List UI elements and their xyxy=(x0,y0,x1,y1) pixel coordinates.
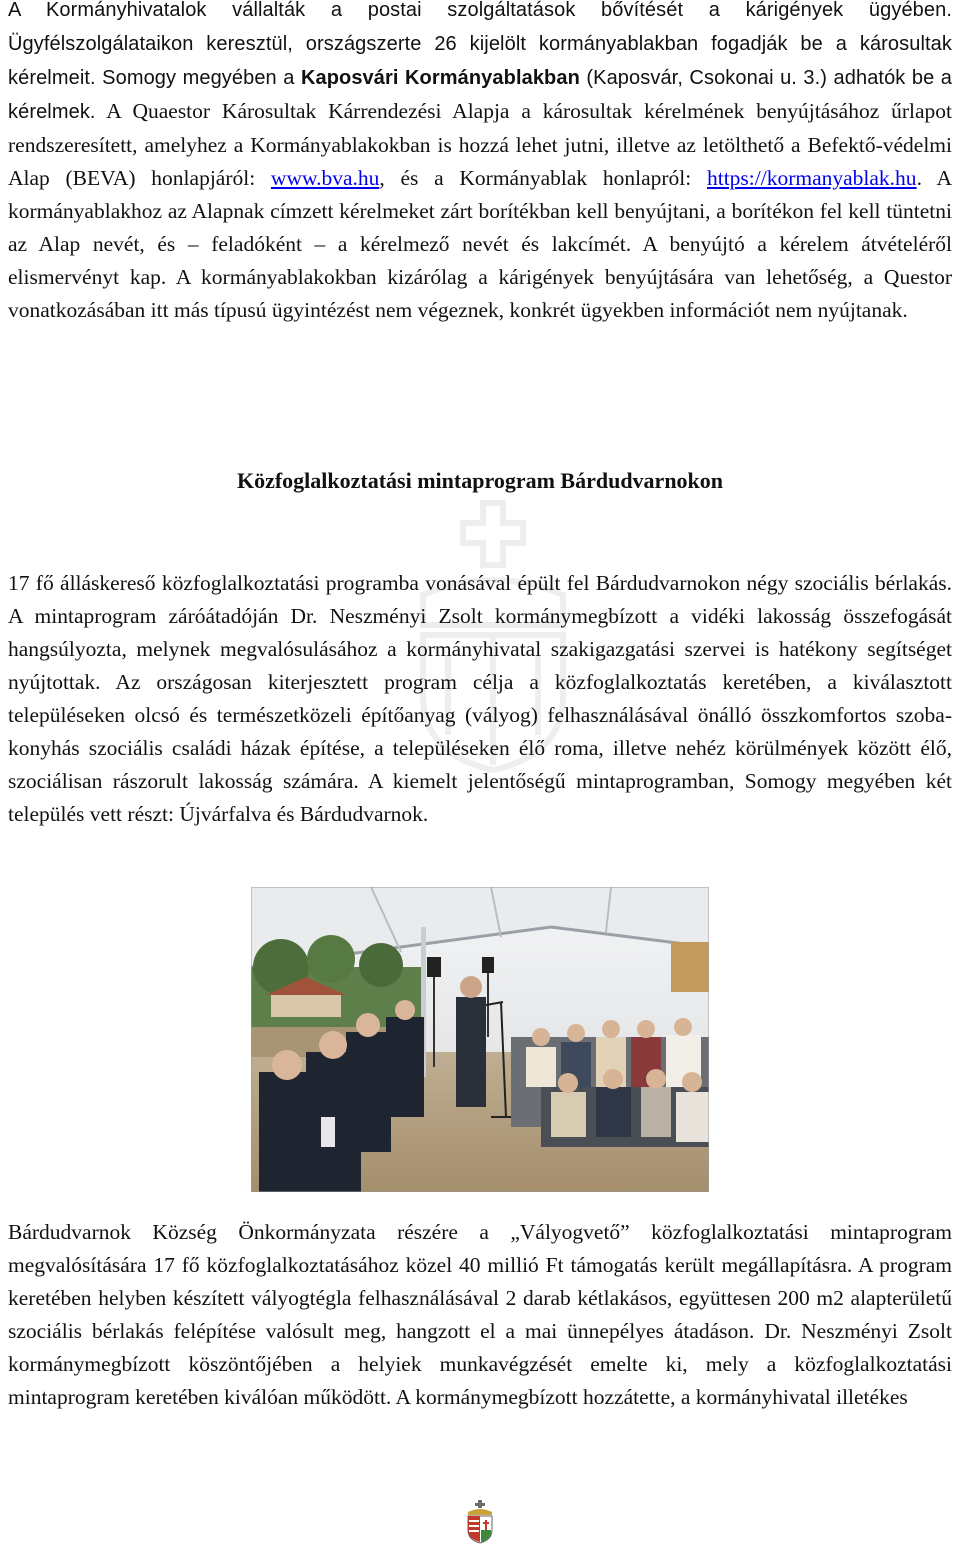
paragraph-bardudvarnok: 17 fő álláskereső közfoglalkoztatási programba vonásával épült fel Bárdudvarnokon négy szociális bérlakás. A mintaprogram záróátadóján Dr. Neszményi Zsolt kormánymegbízott a vidéki lakosság összefogását hangsúlyozta, melynek megvalósulásához a kormányhivatal szakigazgatási szervei is hatékony segítséget nyújtottak. Az országosan kiterjesztett program célja a közfoglalkoztatás keretében, a kiválasztott településeken olcsó és természetközeli építőanyag (vályog) felhasználásával önálló összkomfortos szoba-konyhás szociális családi házak építése, a településeken élő roma, illetve nehéz körülmények között élő, szociálisan rászorult lakosság számára. A kiemelt jelentőségű mintaprogramban, Somogy megyében két település vett részt: Újvárfalva és Bárdudvarnok. xyxy=(8,571,952,826)
text-run: , és a Kormányablak honlapról: xyxy=(379,166,707,190)
text-run: . A kormányablakhoz az Alapnak címzett kérelmeket zárt borítékban kell benyújtani, a borítékon fel kell tüntetni az Alap nevét, és – feladóként – a kérelmező nevét és lakcímét. A benyújtó a kérelem átvételéről elismervényt kap. A kormányablakokban kizárólag a kárigények benyújtására van lehetőség, a Questor vonatkozásában itt más típusú ügyintézést nem végeznek, konkrét ügyekben információt nem nyújtanak. xyxy=(8,166,952,322)
paragraph-kormanyablak xyxy=(8,0,952,327)
link-bva[interactable]: www.bva.hu xyxy=(270,166,380,190)
link-kormanyablak[interactable]: https://kormanyablak.hu xyxy=(706,166,917,190)
paragraph-valyogveto: Bárdudvarnok Község Önkormányzata részére a „Vályogvető” közfoglalkoztatási mintaprogram megvalósítására 17 fő közfoglalkoztatásához közel 40 millió Ft támogatás került megállapításra. A program keretében helyben készített vályogtégla felhasználásával 2 darab kétlakásos, együttesen 200 m2 alapterületű szociális bérlakás felépítése valósult meg, hangzott el a mai ünnepélyes átadáson. Dr. Neszményi Zsolt kormánymegbízott köszöntőjében a helyiek munkavégzését emelte ki, mely a közfoglalkoztatási mintaprogram keretében kiválóan működött. A kormánymegbízott hozzátette, a kormányhivatal illetékes xyxy=(8,1220,952,1409)
text-run: (Kaposvár, Csokonai u. 3.) adhatók be a kérelmek. xyxy=(8,67,952,123)
ceremony-photo xyxy=(251,887,709,1192)
text-run: A Quaestor Károsultak Kárrendezési Alapja a károsultak kérelmének benyújtásához űrlapot rendszeresített, amelyhez a Kormányablakokban is hozzá lehet jutni, illetve az letölthető a Befektő-védelmi Alap (BEVA) honlapjáról: xyxy=(8,99,952,190)
section-heading: Közfoglalkoztatási mintaprogram Bárdudvarnokon xyxy=(236,468,724,493)
text-run: A Kormányhivatalok vállalták a postai szolgáltatások bővítését a kárigények ügyében. Ügyfélszolgálataikon keresztül, országszerte 26 kijelölt kormányablakban fogadják be a károsultak kérelmeit. Somogy megyében a xyxy=(8,0,952,89)
bold-text: Kaposvári Kormányablakban xyxy=(300,67,580,89)
coat-of-arms-icon xyxy=(464,1500,496,1544)
